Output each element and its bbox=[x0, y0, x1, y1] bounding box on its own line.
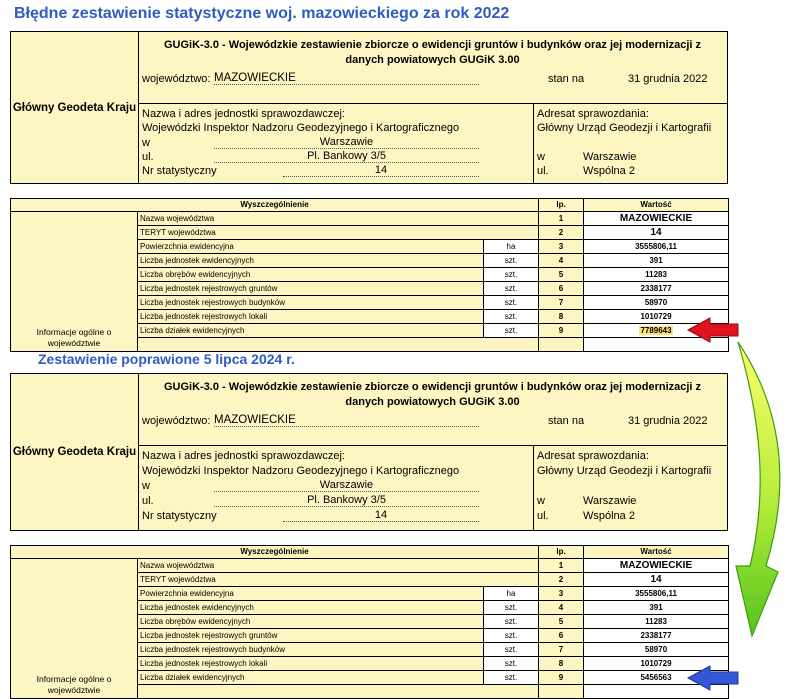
row-name: Liczba jednostek rejestrowych budynków bbox=[138, 643, 484, 657]
row-lp: 8 bbox=[539, 657, 584, 671]
row-name: Liczba jednostek rejestrowych gruntów bbox=[138, 629, 484, 643]
row-lp: 4 bbox=[539, 601, 584, 615]
row-lp: 9 bbox=[539, 671, 584, 685]
addressee-w-label: w bbox=[537, 495, 545, 507]
header-value: Wartość bbox=[584, 546, 729, 559]
row-name: Liczba obrębów ewidencyjnych bbox=[138, 268, 484, 282]
row-lp: 7 bbox=[539, 296, 584, 310]
row-name: Powierzchnia ewidencyjna bbox=[138, 240, 484, 254]
stat-label: Nr statystyczny bbox=[142, 165, 217, 177]
reporter-heading: Nazwa i adres jednostki sprawozdawczej: bbox=[142, 108, 345, 120]
category-cell: Informacje ogólne o województwie bbox=[11, 559, 138, 699]
reporter-city: Warszawie bbox=[214, 479, 479, 492]
row-value: 3555806,11 bbox=[584, 240, 729, 254]
row-value: 3555806,11 bbox=[584, 587, 729, 601]
addressee-city: Warszawie bbox=[583, 495, 637, 507]
row-lp: 2 bbox=[539, 573, 584, 587]
header-lp: lp. bbox=[539, 546, 584, 559]
w-label: w bbox=[142, 137, 150, 149]
row-lp: 1 bbox=[539, 212, 584, 226]
header-item: Wyszczególnienie bbox=[11, 199, 539, 212]
addressee-ul-label: ul. bbox=[537, 165, 549, 177]
stat-label: Nr statystyczny bbox=[142, 510, 217, 522]
row-name: Liczba jednostek rejestrowych gruntów bbox=[138, 282, 484, 296]
addressee-heading: Adresat sprawozdania: bbox=[537, 450, 649, 462]
row-name: TERYT województwa bbox=[138, 573, 539, 587]
voivodeship-value: MAZOWIECKIE bbox=[214, 72, 479, 85]
row-lp: 6 bbox=[539, 629, 584, 643]
voivodeship-label: województwo: bbox=[142, 415, 211, 427]
row-unit: szt. bbox=[484, 268, 539, 282]
addressee-w-label: w bbox=[537, 151, 545, 163]
row-unit: szt. bbox=[484, 671, 539, 685]
highlighted-value: 7789643 bbox=[640, 325, 672, 335]
date-label: stan na bbox=[548, 415, 585, 427]
row-value: 2338177 bbox=[584, 629, 729, 643]
ul-label: ul. bbox=[142, 151, 154, 163]
row-value: 14 bbox=[584, 573, 729, 587]
stat-value: 14 bbox=[283, 509, 479, 522]
row-value: 11283 bbox=[584, 268, 729, 282]
row-unit: szt. bbox=[484, 615, 539, 629]
form-title: GUGiK-3.0 - Wojewódzkie zestawienie zbiorcze o ewidencji gruntów i budynków oraz jej modernizacji z danych powiatowych GUGiK 3.00 bbox=[163, 381, 702, 408]
row-unit: szt. bbox=[484, 296, 539, 310]
reporter-street: Pl. Bankowy 3/5 bbox=[214, 494, 479, 507]
row-lp: 5 bbox=[539, 268, 584, 282]
row-value: 11283 bbox=[584, 615, 729, 629]
ul-label: ul. bbox=[142, 495, 154, 507]
row-value: 14 bbox=[584, 226, 729, 240]
row-lp: 2 bbox=[539, 226, 584, 240]
reporter-name: Wojewódzki Inspektor Nadzoru Geodezyjnego i Kartograficznego bbox=[142, 465, 460, 477]
row-name: Liczba obrębów ewidencyjnych bbox=[138, 615, 484, 629]
row-lp: 3 bbox=[539, 587, 584, 601]
agency-cell: Główny Geodeta Kraju bbox=[11, 32, 139, 183]
row-name: Liczba jednostek rejestrowych lokali bbox=[138, 310, 484, 324]
row-unit: szt. bbox=[484, 310, 539, 324]
row-lp: 8 bbox=[539, 310, 584, 324]
date-value: 31 grudnia 2022 bbox=[628, 73, 708, 85]
addressee-heading: Adresat sprawozdania: bbox=[537, 108, 649, 120]
row-name: Liczba jednostek ewidencyjnych bbox=[138, 601, 484, 615]
addressee-city: Warszawie bbox=[583, 151, 637, 163]
row-name: Liczba działek ewidencyjnych bbox=[138, 324, 484, 338]
stat-value: 14 bbox=[283, 164, 479, 177]
date-value: 31 grudnia 2022 bbox=[628, 415, 708, 427]
row-lp: 4 bbox=[539, 254, 584, 268]
row-name: Nazwa województwa bbox=[138, 212, 539, 226]
row-name: Powierzchnia ewidencyjna bbox=[138, 587, 484, 601]
row-unit: szt. bbox=[484, 254, 539, 268]
header-value: Wartość bbox=[584, 199, 729, 212]
row-name: Liczba działek ewidencyjnych bbox=[138, 671, 484, 685]
form-title: GUGiK-3.0 - Wojewódzkie zestawienie zbiorcze o ewidencji gruntów i budynków oraz jej modernizacji z danych powiatowych GUGiK 3.00 bbox=[163, 39, 702, 66]
addressee-street: Wspólna 2 bbox=[583, 165, 635, 177]
row-name: Liczba jednostek ewidencyjnych bbox=[138, 254, 484, 268]
header-item: Wyszczególnienie bbox=[11, 546, 539, 559]
row-unit: szt. bbox=[484, 657, 539, 671]
row-lp: 3 bbox=[539, 240, 584, 254]
header-lp: lp. bbox=[539, 199, 584, 212]
row-value: 2338177 bbox=[584, 282, 729, 296]
addressee-ul-label: ul. bbox=[537, 510, 549, 522]
reporter-heading: Nazwa i adres jednostki sprawozdawczej: bbox=[142, 450, 345, 462]
row-lp: 1 bbox=[539, 559, 584, 573]
row-lp: 7 bbox=[539, 643, 584, 657]
category-cell: Informacje ogólne o województwie bbox=[11, 212, 138, 352]
row-lp: 5 bbox=[539, 615, 584, 629]
row-lp: 6 bbox=[539, 282, 584, 296]
row-name: TERYT województwa bbox=[138, 226, 539, 240]
row-lp: 9 bbox=[539, 324, 584, 338]
row-unit: szt. bbox=[484, 643, 539, 657]
row-value: 58970 bbox=[584, 296, 729, 310]
w-label: w bbox=[142, 480, 150, 492]
green-curved-arrow-icon bbox=[736, 342, 780, 636]
voivodeship-label: województwo: bbox=[142, 73, 211, 85]
row-value: 1010729 bbox=[584, 310, 729, 324]
date-label: stan na bbox=[548, 73, 585, 85]
row-unit: ha bbox=[484, 587, 539, 601]
caption-erroneous: Błędne zestawienie statystyczne woj. mazowieckiego za rok 2022 bbox=[14, 5, 510, 22]
blue-arrow-icon bbox=[688, 666, 738, 690]
addressee-street: Wspólna 2 bbox=[583, 510, 635, 522]
agency-cell: Główny Geodeta Kraju bbox=[11, 374, 139, 530]
row-name: Nazwa województwa bbox=[138, 559, 539, 573]
row-value: MAZOWIECKIE bbox=[584, 212, 729, 226]
row-unit: szt. bbox=[484, 282, 539, 296]
voivodeship-value: MAZOWIECKIE bbox=[214, 414, 479, 427]
row-name: Liczba jednostek rejestrowych budynków bbox=[138, 296, 484, 310]
reporter-street: Pl. Bankowy 3/5 bbox=[214, 150, 479, 163]
reporter-city: Warszawie bbox=[214, 136, 479, 149]
row-value: 58970 bbox=[584, 643, 729, 657]
red-arrow-icon bbox=[688, 318, 738, 342]
addressee-name: Główny Urząd Geodezji i Kartografii bbox=[537, 122, 712, 134]
reporter-name: Wojewódzki Inspektor Nadzoru Geodezyjnego i Kartograficznego bbox=[142, 122, 460, 134]
row-value: 391 bbox=[584, 601, 729, 615]
row-unit: ha bbox=[484, 240, 539, 254]
row-value: 391 bbox=[584, 254, 729, 268]
caption-corrected: Zestawienie poprawione 5 lipca 2024 r. bbox=[38, 351, 295, 367]
row-unit: szt. bbox=[484, 324, 539, 338]
addressee-name: Główny Urząd Geodezji i Kartografii bbox=[537, 465, 712, 477]
row-value: MAZOWIECKIE bbox=[584, 559, 729, 573]
row-unit: szt. bbox=[484, 601, 539, 615]
row-value: 5456563 bbox=[584, 671, 729, 685]
row-name: Liczba jednostek rejestrowych lokali bbox=[138, 657, 484, 671]
row-value: 1010729 bbox=[584, 657, 729, 671]
row-unit: szt. bbox=[484, 629, 539, 643]
